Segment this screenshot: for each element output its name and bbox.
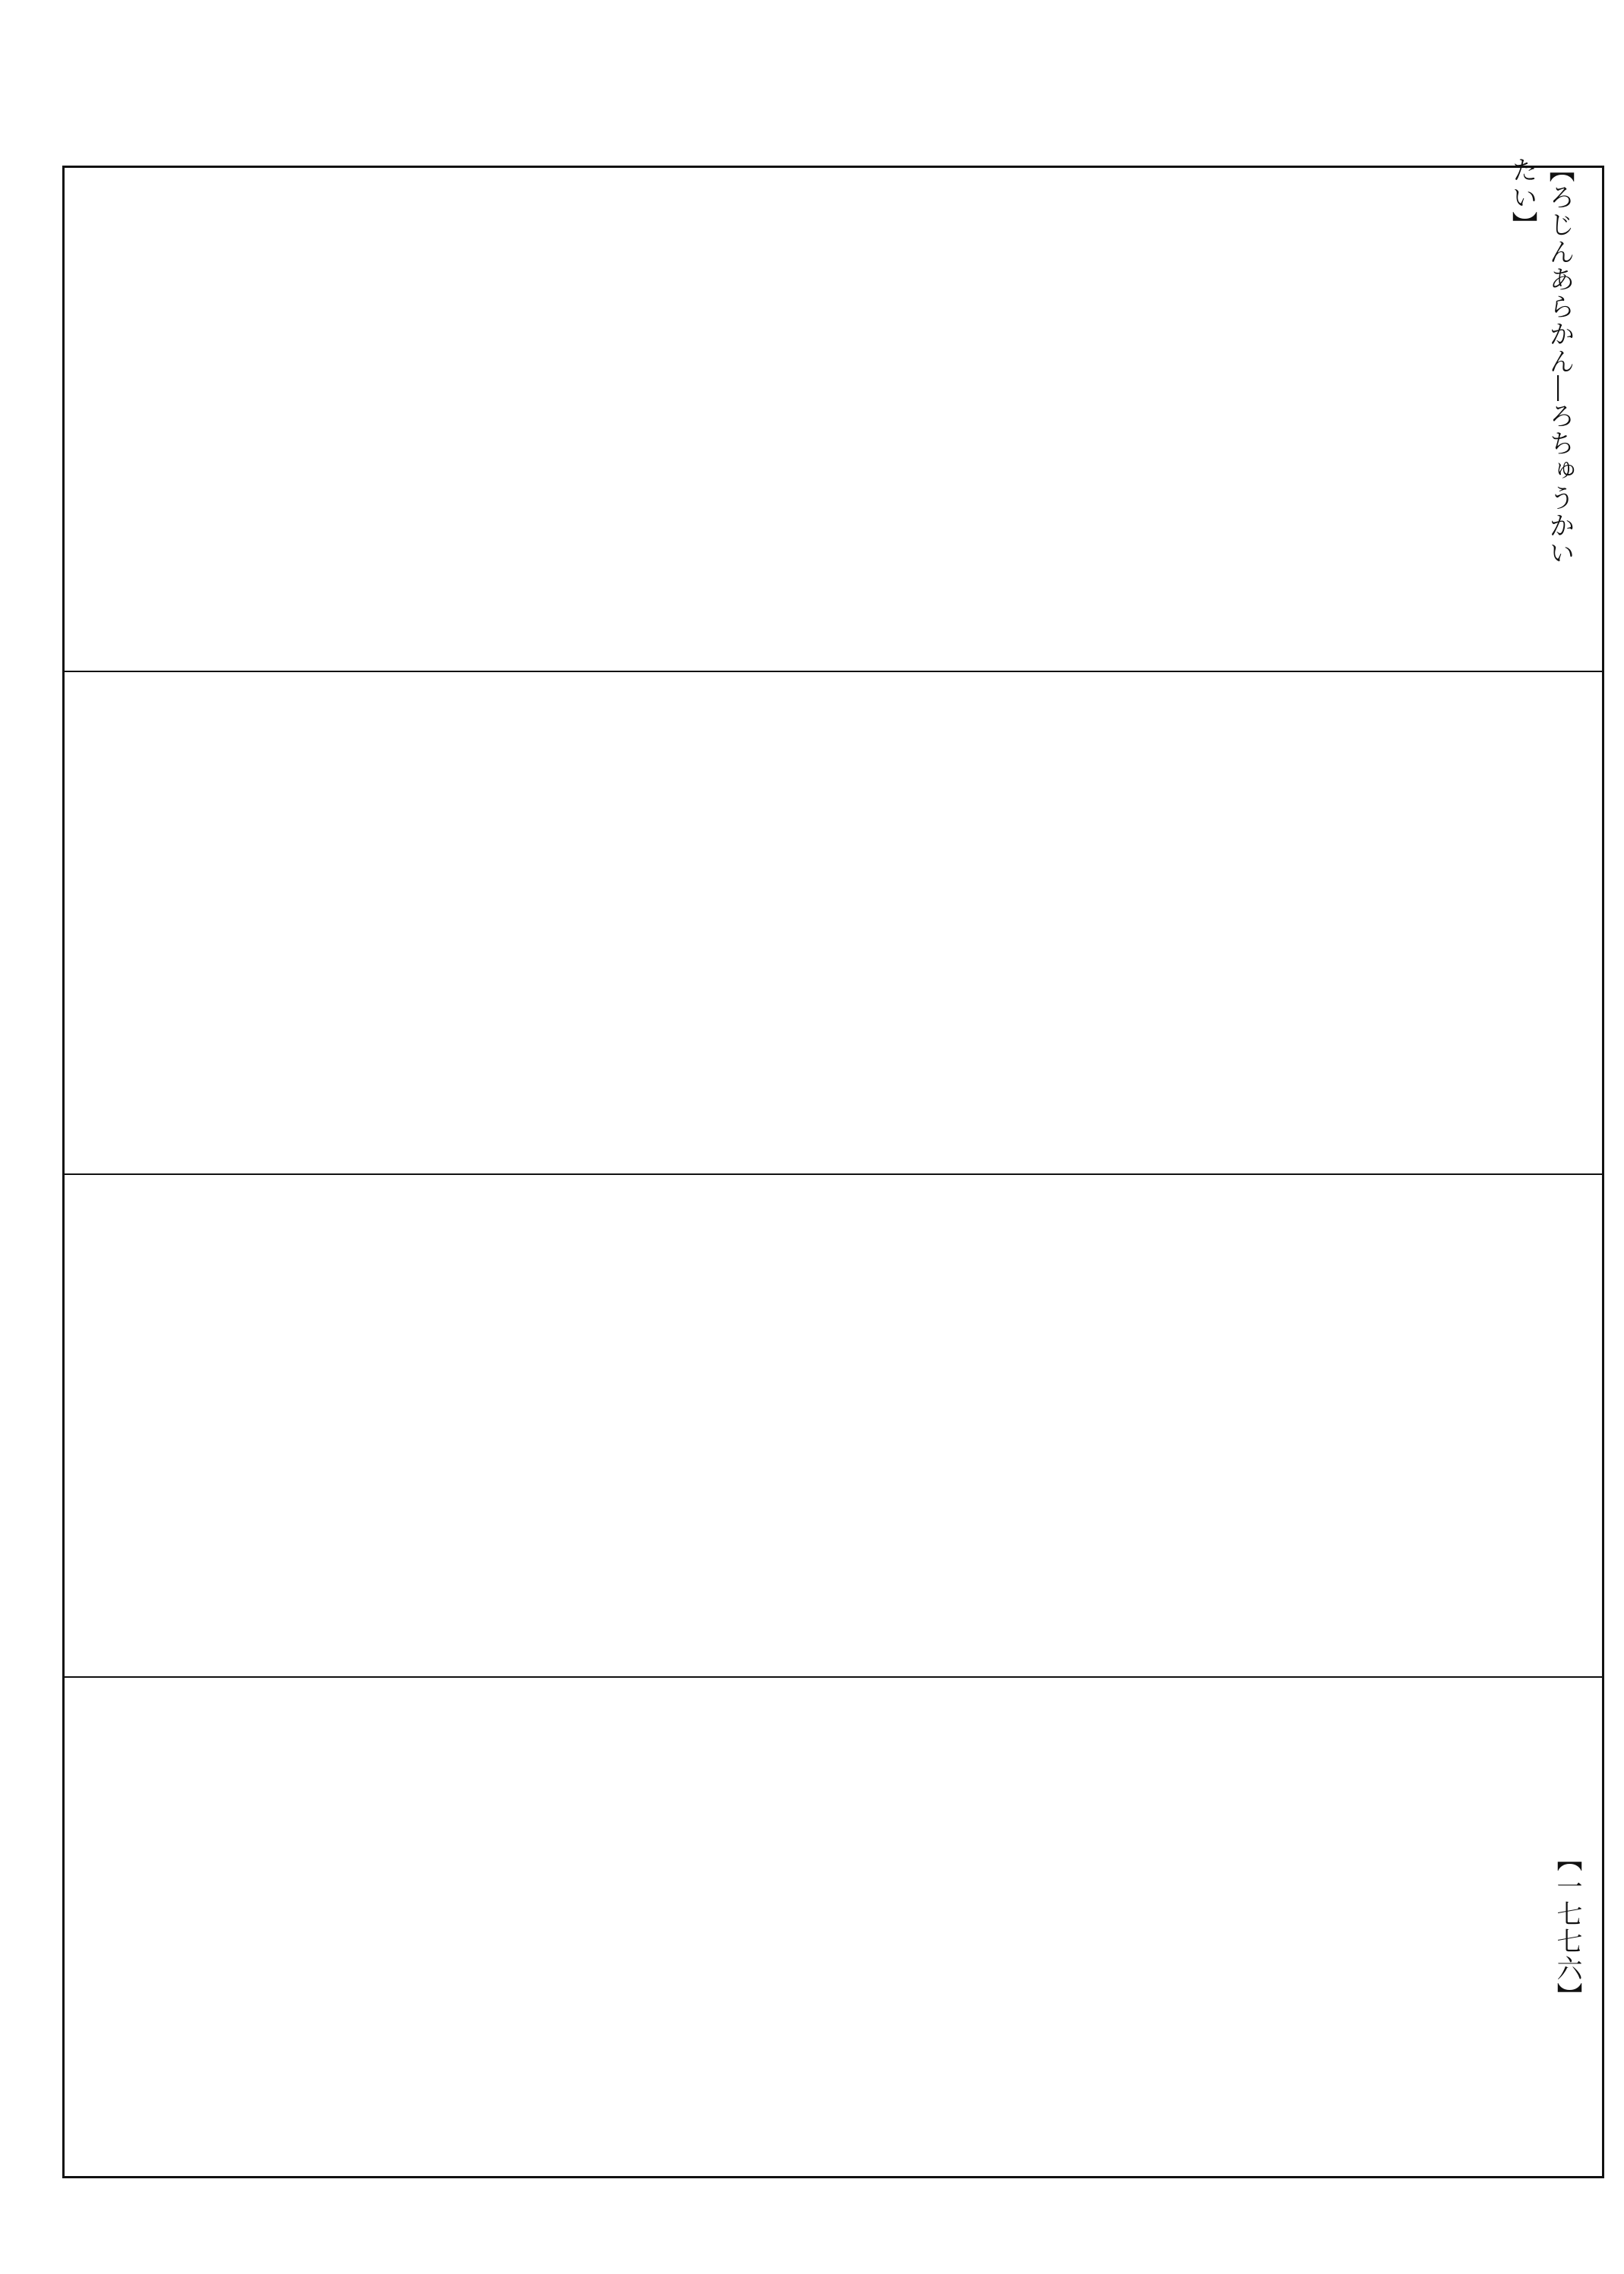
tier-3: [65, 1173, 1602, 1676]
tier-1: [65, 168, 1602, 671]
page-frame: [62, 166, 1604, 2178]
tier-4: [65, 1676, 1602, 2181]
running-title: 【ろじんあらかん―ろちゅうかいたい】: [1507, 156, 1575, 567]
tier-2: [65, 671, 1602, 1173]
page-number: 【一七七六】: [1552, 1846, 1582, 2010]
